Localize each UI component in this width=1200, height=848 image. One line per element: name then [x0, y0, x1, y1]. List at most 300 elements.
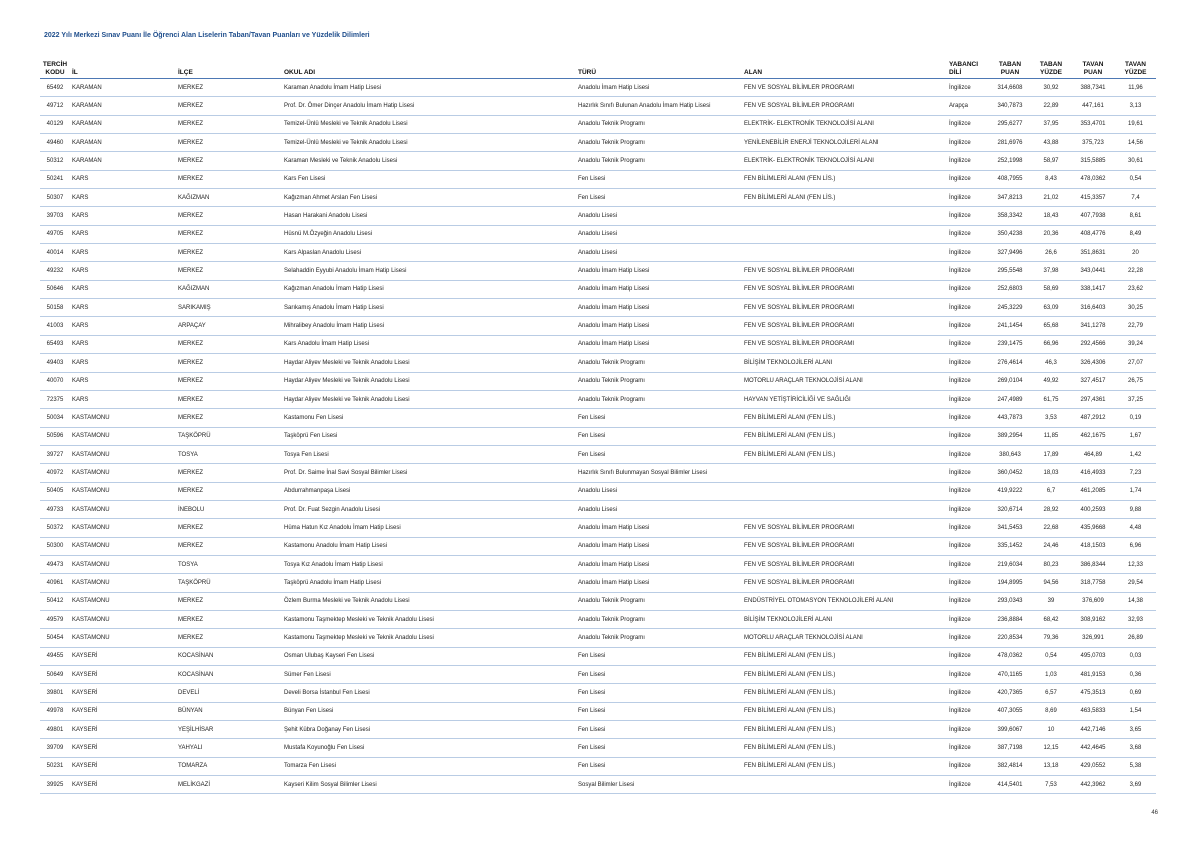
ilce-cell: MERKEZ: [176, 79, 282, 97]
tavan-yuzde-cell: 7,23: [1115, 464, 1156, 482]
taban-puan-cell: 247,4989: [989, 390, 1031, 408]
tavan-puan-cell: 463,5833: [1071, 702, 1115, 720]
tavan-puan-cell: 308,9162: [1071, 610, 1115, 628]
taban-yuzde-cell: 26,6: [1031, 244, 1071, 262]
taban-puan-cell: 320,6714: [989, 500, 1031, 518]
il-cell: KASTAMONU: [70, 482, 176, 500]
turu-cell: Anadolu İmam Hatip Lisesi: [576, 537, 742, 555]
tavan-puan-cell: 429,0552: [1071, 757, 1115, 775]
tavan-yuzde-cell: 27,07: [1115, 354, 1156, 372]
tavan-yuzde-cell: 6,96: [1115, 537, 1156, 555]
alan-cell: [742, 244, 947, 262]
yabanci-dil-cell: İngilizce: [947, 354, 989, 372]
table-row: [40, 170, 1156, 188]
okul-adi-cell: Temizel-Ünlü Mesleki ve Teknik Anadolu Lisesi: [282, 134, 576, 152]
taban-yuzde-cell: 8,43: [1031, 170, 1071, 188]
taban-puan-cell: 358,3342: [989, 207, 1031, 225]
yabanci-dil-cell: İngilizce: [947, 189, 989, 207]
yabanci-dil-cell: İngilizce: [947, 225, 989, 243]
table-row: [40, 97, 1156, 115]
turu-cell: Anadolu Teknik Programı: [576, 592, 742, 610]
tavan-yuzde-cell: 8,61: [1115, 207, 1156, 225]
tercih-kodu-cell: 39801: [40, 684, 70, 702]
ilce-cell: KAĞIZMAN: [176, 280, 282, 298]
taban-yuzde-cell: 13,18: [1031, 757, 1071, 775]
table-row: [40, 647, 1156, 665]
tercih-kodu-cell: 50649: [40, 666, 70, 684]
table-row: [40, 262, 1156, 280]
tercih-kodu-cell: 39925: [40, 776, 70, 794]
table-row: [40, 464, 1156, 482]
okul-adi-cell: Karaman Anadolu İmam Hatip Lisesi: [282, 79, 576, 97]
taban-yuzde-cell: 58,97: [1031, 152, 1071, 170]
okul-adi-cell: Kastamonu Taşmektep Mesleki ve Teknik Anadolu Lisesi: [282, 610, 576, 628]
ilce-cell: MERKEZ: [176, 592, 282, 610]
okul-adi-cell: Tosya Fen Lisesi: [282, 445, 576, 463]
ilce-cell: MERKEZ: [176, 390, 282, 408]
ilce-cell: MERKEZ: [176, 409, 282, 427]
tavan-yuzde-cell: 30,61: [1115, 152, 1156, 170]
table-row: [40, 684, 1156, 702]
taban-puan-cell: 340,7873: [989, 97, 1031, 115]
taban-puan-cell: 443,7873: [989, 409, 1031, 427]
ilce-cell: MERKEZ: [176, 464, 282, 482]
tavan-puan-cell: 447,161: [1071, 97, 1115, 115]
ilce-cell: KOCASİNAN: [176, 647, 282, 665]
alan-cell: FEN BİLİMLERİ ALANI (FEN LİS.): [742, 666, 947, 684]
okul-adi-cell: Kastamonu Anadolu İmam Hatip Lisesi: [282, 537, 576, 555]
tavan-puan-cell: 338,1417: [1071, 280, 1115, 298]
tavan-yuzde-cell: 14,38: [1115, 592, 1156, 610]
alan-cell: FEN VE SOSYAL BİLİMLER PROGRAMI: [742, 262, 947, 280]
ilce-cell: MERKEZ: [176, 225, 282, 243]
alan-cell: [742, 464, 947, 482]
tavan-puan-cell: 388,7341: [1071, 79, 1115, 97]
tavan-puan-cell: 408,4776: [1071, 225, 1115, 243]
tavan-yuzde-cell: 0,36: [1115, 666, 1156, 684]
yabanci-dil-cell: İngilizce: [947, 757, 989, 775]
taban-yuzde-cell: 0,54: [1031, 647, 1071, 665]
turu-cell: Fen Lisesi: [576, 666, 742, 684]
il-cell: KARS: [70, 244, 176, 262]
table-row: [40, 115, 1156, 133]
tavan-puan-cell: 353,4701: [1071, 115, 1115, 133]
table-row: [40, 409, 1156, 427]
taban-yuzde-cell: 22,68: [1031, 519, 1071, 537]
okul-adi-cell: Kastamonu Taşmektep Mesleki ve Teknik Anadolu Lisesi: [282, 629, 576, 647]
yabanci-dil-cell: İngilizce: [947, 152, 989, 170]
tavan-yuzde-cell: 3,65: [1115, 721, 1156, 739]
okul-adi-cell: Sümer Fen Lisesi: [282, 666, 576, 684]
table-row: [40, 610, 1156, 628]
taban-puan-cell: 420,7365: [989, 684, 1031, 702]
taban-puan-cell: 295,6277: [989, 115, 1031, 133]
alan-cell: [742, 482, 947, 500]
yabanci-dil-cell: İngilizce: [947, 299, 989, 317]
turu-cell: Anadolu İmam Hatip Lisesi: [576, 280, 742, 298]
ilce-cell: TOMARZA: [176, 757, 282, 775]
taban-puan-cell: 252,6803: [989, 280, 1031, 298]
tavan-puan-cell: 478,0362: [1071, 170, 1115, 188]
il-cell: KAYSERİ: [70, 721, 176, 739]
okul-adi-cell: Taşköprü Fen Lisesi: [282, 427, 576, 445]
yabanci-dil-cell: İngilizce: [947, 574, 989, 592]
okul-adi-cell: Özlem Burma Mesleki ve Teknik Anadolu Lisesi: [282, 592, 576, 610]
alan-cell: FEN VE SOSYAL BİLİMLER PROGRAMI: [742, 317, 947, 335]
tavan-yuzde-cell: 3,69: [1115, 776, 1156, 794]
tavan-yuzde-cell: 12,33: [1115, 555, 1156, 573]
taban-yuzde-cell: 80,23: [1031, 555, 1071, 573]
turu-cell: Anadolu İmam Hatip Lisesi: [576, 299, 742, 317]
ilce-cell: MERKEZ: [176, 170, 282, 188]
taban-puan-cell: 414,5401: [989, 776, 1031, 794]
tavan-yuzde-cell: 0,69: [1115, 684, 1156, 702]
ilce-cell: BÜNYAN: [176, 702, 282, 720]
table-row: [40, 739, 1156, 757]
taban-yuzde-cell: 66,96: [1031, 335, 1071, 353]
taban-puan-cell: 380,643: [989, 445, 1031, 463]
table-row: [40, 79, 1156, 97]
taban-puan-cell: 399,6067: [989, 721, 1031, 739]
table-row: [40, 702, 1156, 720]
yabanci-dil-cell: İngilizce: [947, 776, 989, 794]
il-cell: KARS: [70, 189, 176, 207]
yabanci-dil-cell: İngilizce: [947, 647, 989, 665]
yabanci-dil-cell: İngilizce: [947, 464, 989, 482]
alan-cell: HAYVAN YETİŞTİRİCİLİĞİ VE SAĞLIĞI: [742, 390, 947, 408]
taban-puan-cell: 389,2954: [989, 427, 1031, 445]
table-row: [40, 372, 1156, 390]
results-table: [40, 56, 1156, 794]
tavan-yuzde-cell: 20: [1115, 244, 1156, 262]
yabanci-dil-cell: İngilizce: [947, 537, 989, 555]
taban-yuzde-cell: 7,53: [1031, 776, 1071, 794]
table-row: [40, 134, 1156, 152]
ilce-cell: MERKEZ: [176, 262, 282, 280]
tercih-kodu-cell: 50405: [40, 482, 70, 500]
table-row: [40, 776, 1156, 794]
col-header-taban-yuzde: TABAN YÜZDE: [1031, 56, 1071, 79]
taban-yuzde-cell: 63,09: [1031, 299, 1071, 317]
table-row: [40, 354, 1156, 372]
col-header-alan: ALAN: [742, 56, 947, 79]
tercih-kodu-cell: 50454: [40, 629, 70, 647]
table-row: [40, 757, 1156, 775]
table-row: [40, 629, 1156, 647]
tercih-kodu-cell: 49579: [40, 610, 70, 628]
tercih-kodu-cell: 39709: [40, 739, 70, 757]
tercih-kodu-cell: 49455: [40, 647, 70, 665]
taban-puan-cell: 269,0104: [989, 372, 1031, 390]
tavan-puan-cell: 316,6403: [1071, 299, 1115, 317]
yabanci-dil-cell: İngilizce: [947, 390, 989, 408]
tercih-kodu-cell: 49705: [40, 225, 70, 243]
taban-puan-cell: 252,1998: [989, 152, 1031, 170]
table-row: [40, 152, 1156, 170]
ilce-cell: MERKEZ: [176, 244, 282, 262]
turu-cell: Anadolu İmam Hatip Lisesi: [576, 317, 742, 335]
table-row: [40, 189, 1156, 207]
tavan-puan-cell: 297,4361: [1071, 390, 1115, 408]
ilce-cell: YAHYALI: [176, 739, 282, 757]
il-cell: KAYSERİ: [70, 702, 176, 720]
turu-cell: Fen Lisesi: [576, 170, 742, 188]
okul-adi-cell: Prof. Dr. Ömer Dinçer Anadolu İmam Hatip Lisesi: [282, 97, 576, 115]
tercih-kodu-cell: 65492: [40, 79, 70, 97]
tavan-puan-cell: 326,991: [1071, 629, 1115, 647]
alan-cell: FEN BİLİMLERİ ALANI (FEN LİS.): [742, 702, 947, 720]
turu-cell: Anadolu Teknik Programı: [576, 610, 742, 628]
turu-cell: Fen Lisesi: [576, 721, 742, 739]
ilce-cell: ARPAÇAY: [176, 317, 282, 335]
tavan-yuzde-cell: 1,67: [1115, 427, 1156, 445]
okul-adi-cell: Selahaddin Eyyubi Anadolu İmam Hatip Lisesi: [282, 262, 576, 280]
table-row: [40, 280, 1156, 298]
tavan-yuzde-cell: 39,24: [1115, 335, 1156, 353]
alan-cell: MOTORLU ARAÇLAR TEKNOLOJİSİ ALANI: [742, 629, 947, 647]
yabanci-dil-cell: İngilizce: [947, 519, 989, 537]
taban-puan-cell: 419,9222: [989, 482, 1031, 500]
okul-adi-cell: Bünyan Fen Lisesi: [282, 702, 576, 720]
ilce-cell: MERKEZ: [176, 519, 282, 537]
page-title: 2022 Yılı Merkezi Sınav Puanı İle Öğrenci Alan Liselerin Taban/Tavan Puanları ve Yüzdelik Dilimleri: [44, 32, 370, 39]
ilce-cell: YEŞİLHİSAR: [176, 721, 282, 739]
table-row: [40, 482, 1156, 500]
alan-cell: FEN BİLİMLERİ ALANI (FEN LİS.): [742, 757, 947, 775]
tercih-kodu-cell: 49801: [40, 721, 70, 739]
alan-cell: FEN VE SOSYAL BİLİMLER PROGRAMI: [742, 555, 947, 573]
yabanci-dil-cell: İngilizce: [947, 115, 989, 133]
taban-puan-cell: 335,1452: [989, 537, 1031, 555]
yabanci-dil-cell: İngilizce: [947, 427, 989, 445]
il-cell: KARS: [70, 225, 176, 243]
alan-cell: ELEKTRİK- ELEKTRONİK TEKNOLOJİSİ ALANI: [742, 152, 947, 170]
taban-puan-cell: 236,8884: [989, 610, 1031, 628]
taban-yuzde-cell: 18,03: [1031, 464, 1071, 482]
turu-cell: Anadolu Teknik Programı: [576, 629, 742, 647]
tavan-puan-cell: 481,9153: [1071, 666, 1115, 684]
table-row: [40, 317, 1156, 335]
turu-cell: Anadolu Teknik Programı: [576, 372, 742, 390]
table-row: [40, 574, 1156, 592]
tercih-kodu-cell: 49978: [40, 702, 70, 720]
ilce-cell: İNEBOLU: [176, 500, 282, 518]
il-cell: KASTAMONU: [70, 537, 176, 555]
taban-puan-cell: 314,6608: [989, 79, 1031, 97]
yabanci-dil-cell: İngilizce: [947, 445, 989, 463]
yabanci-dil-cell: İngilizce: [947, 262, 989, 280]
il-cell: KARAMAN: [70, 97, 176, 115]
turu-cell: Anadolu İmam Hatip Lisesi: [576, 519, 742, 537]
taban-yuzde-cell: 20,36: [1031, 225, 1071, 243]
yabanci-dil-cell: İngilizce: [947, 372, 989, 390]
taban-puan-cell: 276,4614: [989, 354, 1031, 372]
il-cell: KASTAMONU: [70, 574, 176, 592]
tavan-yuzde-cell: 30,25: [1115, 299, 1156, 317]
alan-cell: BİLİŞİM TEKNOLOJİLERİ ALANI: [742, 354, 947, 372]
ilce-cell: KAĞIZMAN: [176, 189, 282, 207]
turu-cell: Anadolu Lisesi: [576, 225, 742, 243]
okul-adi-cell: Kağızman Anadolu İmam Hatip Lisesi: [282, 280, 576, 298]
ilce-cell: TOSYA: [176, 445, 282, 463]
taban-yuzde-cell: 61,75: [1031, 390, 1071, 408]
taban-yuzde-cell: 30,92: [1031, 79, 1071, 97]
turu-cell: Fen Lisesi: [576, 189, 742, 207]
table-row: [40, 537, 1156, 555]
okul-adi-cell: Hasan Harakani Anadolu Lisesi: [282, 207, 576, 225]
ilce-cell: TAŞKÖPRÜ: [176, 427, 282, 445]
tavan-yuzde-cell: 19,61: [1115, 115, 1156, 133]
alan-cell: FEN VE SOSYAL BİLİMLER PROGRAMI: [742, 519, 947, 537]
taban-yuzde-cell: 49,92: [1031, 372, 1071, 390]
turu-cell: Fen Lisesi: [576, 445, 742, 463]
tavan-yuzde-cell: 7,4: [1115, 189, 1156, 207]
turu-cell: Anadolu Teknik Programı: [576, 134, 742, 152]
ilce-cell: KOCASİNAN: [176, 666, 282, 684]
il-cell: KARS: [70, 280, 176, 298]
turu-cell: Hazırlık Sınıfı Bulunmayan Sosyal Bilimler Lisesi: [576, 464, 742, 482]
yabanci-dil-cell: İngilizce: [947, 244, 989, 262]
table-row: [40, 592, 1156, 610]
taban-puan-cell: 408,7955: [989, 170, 1031, 188]
tavan-puan-cell: 495,0703: [1071, 647, 1115, 665]
tavan-yuzde-cell: 0,54: [1115, 170, 1156, 188]
tercih-kodu-cell: 50300: [40, 537, 70, 555]
tavan-puan-cell: 435,9668: [1071, 519, 1115, 537]
yabanci-dil-cell: İngilizce: [947, 721, 989, 739]
alan-cell: FEN BİLİMLERİ ALANI (FEN LİS.): [742, 739, 947, 757]
ilce-cell: TAŞKÖPRÜ: [176, 574, 282, 592]
tavan-yuzde-cell: 1,42: [1115, 445, 1156, 463]
okul-adi-cell: Osman Ulubaş Kayseri Fen Lisesi: [282, 647, 576, 665]
tavan-yuzde-cell: 0,03: [1115, 647, 1156, 665]
il-cell: KARS: [70, 354, 176, 372]
taban-puan-cell: 478,0362: [989, 647, 1031, 665]
tercih-kodu-cell: 50231: [40, 757, 70, 775]
il-cell: KASTAMONU: [70, 427, 176, 445]
tavan-puan-cell: 351,8631: [1071, 244, 1115, 262]
tercih-kodu-cell: 49403: [40, 354, 70, 372]
taban-puan-cell: 387,7198: [989, 739, 1031, 757]
taban-puan-cell: 360,0452: [989, 464, 1031, 482]
yabanci-dil-cell: İngilizce: [947, 335, 989, 353]
turu-cell: Fen Lisesi: [576, 739, 742, 757]
ilce-cell: MELİKGAZİ: [176, 776, 282, 794]
il-cell: KARS: [70, 317, 176, 335]
yabanci-dil-cell: İngilizce: [947, 207, 989, 225]
okul-adi-cell: Mihralibey Anadolu İmam Hatip Lisesi: [282, 317, 576, 335]
ilce-cell: MERKEZ: [176, 134, 282, 152]
il-cell: KARAMAN: [70, 115, 176, 133]
col-header-okul: OKUL ADI: [282, 56, 576, 79]
table-row: [40, 555, 1156, 573]
taban-puan-cell: 293,0343: [989, 592, 1031, 610]
taban-yuzde-cell: 17,89: [1031, 445, 1071, 463]
okul-adi-cell: Prof. Dr. Saime İnal Savi Sosyal Bilimler Lisesi: [282, 464, 576, 482]
tavan-puan-cell: 464,89: [1071, 445, 1115, 463]
tavan-yuzde-cell: 32,93: [1115, 610, 1156, 628]
taban-puan-cell: 220,8534: [989, 629, 1031, 647]
taban-yuzde-cell: 39: [1031, 592, 1071, 610]
okul-adi-cell: Haydar Aliyev Mesleki ve Teknik Anadolu Lisesi: [282, 354, 576, 372]
tercih-kodu-cell: 40972: [40, 464, 70, 482]
il-cell: KASTAMONU: [70, 629, 176, 647]
il-cell: KARS: [70, 390, 176, 408]
il-cell: KAYSERİ: [70, 684, 176, 702]
tercih-kodu-cell: 40014: [40, 244, 70, 262]
turu-cell: Fen Lisesi: [576, 757, 742, 775]
alan-cell: FEN VE SOSYAL BİLİMLER PROGRAMI: [742, 299, 947, 317]
turu-cell: Anadolu İmam Hatip Lisesi: [576, 335, 742, 353]
col-header-tavan-yuzde: TAVAN YÜZDE: [1115, 56, 1156, 79]
tercih-kodu-cell: 49232: [40, 262, 70, 280]
taban-yuzde-cell: 1,03: [1031, 666, 1071, 684]
tavan-yuzde-cell: 8,49: [1115, 225, 1156, 243]
il-cell: KAYSERİ: [70, 757, 176, 775]
il-cell: KASTAMONU: [70, 592, 176, 610]
turu-cell: Anadolu İmam Hatip Lisesi: [576, 555, 742, 573]
okul-adi-cell: Hüsnü M.Özyeğin Anadolu Lisesi: [282, 225, 576, 243]
alan-cell: FEN VE SOSYAL BİLİMLER PROGRAMI: [742, 97, 947, 115]
tavan-puan-cell: 418,1503: [1071, 537, 1115, 555]
okul-adi-cell: Kars Anadolu İmam Hatip Lisesi: [282, 335, 576, 353]
yabanci-dil-cell: İngilizce: [947, 666, 989, 684]
yabanci-dil-cell: İngilizce: [947, 280, 989, 298]
table-row: [40, 445, 1156, 463]
tavan-puan-cell: 442,4645: [1071, 739, 1115, 757]
tercih-kodu-cell: 41003: [40, 317, 70, 335]
alan-cell: FEN VE SOSYAL BİLİMLER PROGRAMI: [742, 537, 947, 555]
il-cell: KAYSERİ: [70, 776, 176, 794]
turu-cell: Sosyal Bilimler Lisesi: [576, 776, 742, 794]
okul-adi-cell: Hüma Hatun Kız Anadolu İmam Hatip Lisesi: [282, 519, 576, 537]
okul-adi-cell: Kastamonu Fen Lisesi: [282, 409, 576, 427]
taban-yuzde-cell: 11,85: [1031, 427, 1071, 445]
col-header-il: İL: [70, 56, 176, 79]
il-cell: KASTAMONU: [70, 500, 176, 518]
ilce-cell: MERKEZ: [176, 97, 282, 115]
taban-yuzde-cell: 79,36: [1031, 629, 1071, 647]
il-cell: KARS: [70, 335, 176, 353]
turu-cell: Fen Lisesi: [576, 684, 742, 702]
taban-yuzde-cell: 3,53: [1031, 409, 1071, 427]
table-row: [40, 666, 1156, 684]
alan-cell: FEN BİLİMLERİ ALANI (FEN LİS.): [742, 409, 947, 427]
il-cell: KARS: [70, 207, 176, 225]
tavan-puan-cell: 442,3962: [1071, 776, 1115, 794]
tavan-puan-cell: 343,0441: [1071, 262, 1115, 280]
alan-cell: FEN BİLİMLERİ ALANI (FEN LİS.): [742, 684, 947, 702]
page-number: 46: [1151, 810, 1158, 816]
alan-cell: FEN VE SOSYAL BİLİMLER PROGRAMI: [742, 574, 947, 592]
tavan-yuzde-cell: 23,62: [1115, 280, 1156, 298]
okul-adi-cell: Kayseri Kilim Sosyal Bilimler Lisesi: [282, 776, 576, 794]
yabanci-dil-cell: İngilizce: [947, 610, 989, 628]
turu-cell: Fen Lisesi: [576, 647, 742, 665]
tercih-kodu-cell: 50312: [40, 152, 70, 170]
okul-adi-cell: Mustafa Koyunoğlu Fen Lisesi: [282, 739, 576, 757]
tercih-kodu-cell: 50158: [40, 299, 70, 317]
turu-cell: Anadolu İmam Hatip Lisesi: [576, 574, 742, 592]
il-cell: KAYSERİ: [70, 666, 176, 684]
taban-puan-cell: 219,6034: [989, 555, 1031, 573]
alan-cell: YENİLENEBİLİR ENERJİ TEKNOLOJİLERİ ALANI: [742, 134, 947, 152]
okul-adi-cell: Abdurrahmanpaşa Lisesi: [282, 482, 576, 500]
il-cell: KASTAMONU: [70, 519, 176, 537]
alan-cell: FEN BİLİMLERİ ALANI (FEN LİS.): [742, 170, 947, 188]
tavan-yuzde-cell: 37,25: [1115, 390, 1156, 408]
taban-yuzde-cell: 58,69: [1031, 280, 1071, 298]
